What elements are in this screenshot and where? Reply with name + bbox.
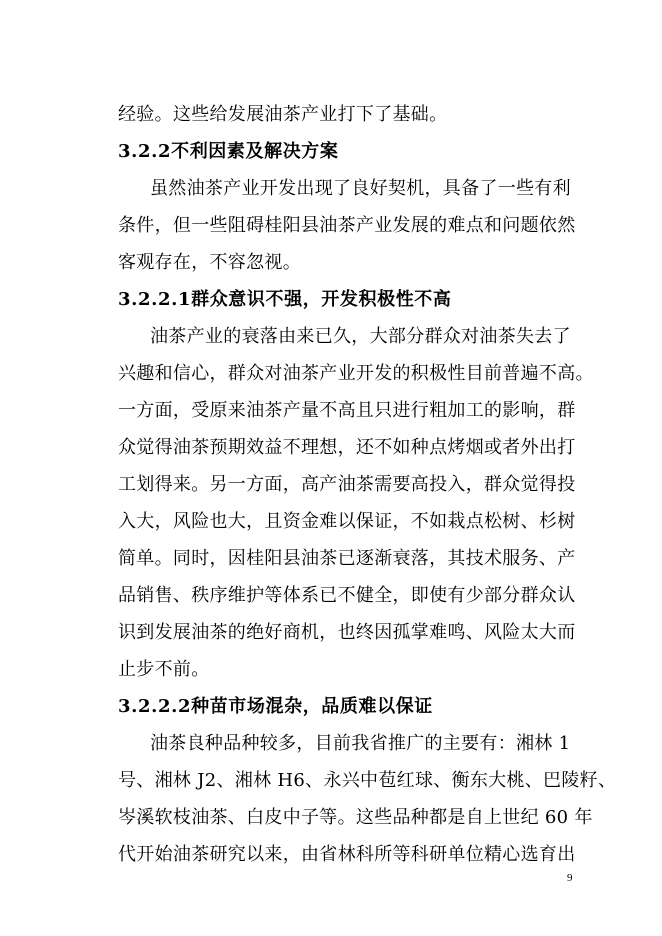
paragraph-line: 识到发展油茶的绝好商机，也终因孤掌难鸣、风险太大而	[118, 622, 576, 643]
paragraph-line: 众觉得油茶预期效益不理想，还不如种点烤烟或者外出打	[118, 437, 576, 458]
paragraph-line: 条件，但一些阻碍桂阳县油茶产业发展的难点和问题依然	[118, 215, 576, 236]
paragraph-line: 品销售、秩序维护等体系已不健全，即使有少部分群众认	[118, 585, 576, 606]
paragraph-line: 工划得来。另一方面，高产油茶需要高投入，群众觉得投	[118, 474, 576, 495]
paragraph-line: 客观存在，不容忽视。	[118, 252, 301, 273]
paragraph-line: 岑溪软枝油茶、白皮中子等。这些品种都是自上世纪 60 年	[118, 807, 593, 828]
paragraph-line: 入大，风险也大，且资金难以保证，不如栽点松树、杉树	[118, 511, 576, 532]
paragraph-line: 油茶产业的衰落由来已久，大部分群众对油茶失去了	[150, 326, 571, 347]
paragraph-line: 虽然油茶产业开发出现了良好契机，具备了一些有利	[150, 178, 571, 199]
paragraph-line: 兴趣和信心，群众对油茶产业开发的积极性目前普遍不高。	[118, 363, 594, 384]
paragraph-line: 止步不前。	[118, 659, 210, 680]
paragraph-line: 代开始油茶研究以来，由省林科所等科研单位精心选育出	[118, 844, 576, 865]
paragraph-line: 号、湘林 J2、湘林 H6、永兴中苞红球、衡东大桃、巴陵籽、	[118, 770, 617, 791]
paragraph-line: 一方面，受原来油茶产量不高且只进行粗加工的影响，群	[118, 400, 576, 421]
section-heading-3-2-2-1: 3.2.2.1群众意识不强，开发积极性不高	[118, 289, 452, 310]
page-number: 9	[567, 872, 573, 884]
section-heading-3-2-2-2: 3.2.2.2种苗市场混杂，品质难以保证	[118, 696, 433, 717]
paragraph-line: 经验。这些给发展油茶产业打下了基础。	[118, 104, 448, 125]
section-heading-3-2-2: 3.2.2不利因素及解决方案	[118, 141, 339, 162]
paragraph-line: 简单。同时，因桂阳县油茶已逐渐衰落，其技术服务、产	[118, 548, 576, 569]
paragraph-line: 油茶良种品种较多，目前我省推广的主要有：湘林 1	[150, 733, 571, 754]
